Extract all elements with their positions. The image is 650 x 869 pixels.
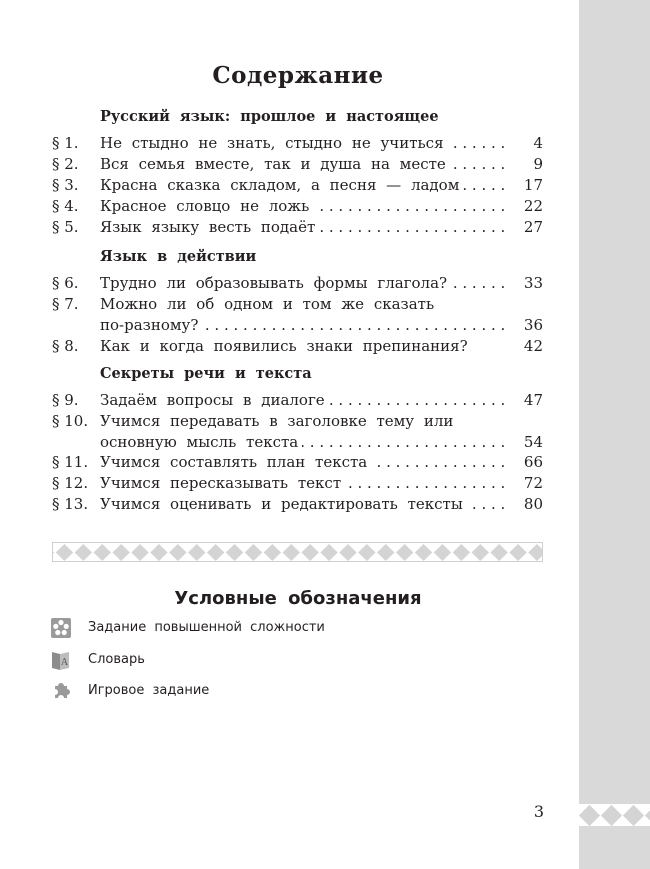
entry-page: 4 (533, 134, 543, 152)
toc-entry-continued[interactable] (52, 315, 543, 336)
entry-page: 33 (523, 274, 543, 292)
entry-title: Можно ли об одном и том же сказать (100, 294, 507, 315)
entry-title: Красна сказка складом, а песня — ладом . . . (100, 175, 507, 196)
entry-page: 54 (523, 433, 543, 451)
entry-title: Вся семья вместе, так и душа на месте . . . (100, 154, 507, 175)
entry-page: 66 (523, 453, 543, 471)
diamond-ornament (623, 804, 644, 825)
entry-page: 42 (523, 337, 543, 355)
entry-title: Как и когда появились знаки препинания? (100, 336, 507, 357)
section-heading: Русский язык: прошлое и настоящее (100, 108, 439, 125)
entry-title: Учимся пересказывать текст . . . (100, 473, 507, 494)
diamond-pattern (53, 543, 543, 562)
legend-label: Задание повышенной сложности (88, 620, 325, 635)
entry-title: Язык языку весть подаёт . . . (100, 217, 507, 238)
entry-page: 36 (523, 316, 543, 334)
entry-title: Учимся оценивать и редактировать тексты . . . (100, 494, 507, 515)
entry-title: Учимся передавать в заголовке тему или (100, 411, 507, 432)
entry-title-continued: основную мысль текста . . . (100, 432, 507, 453)
entry-title: Не стыдно не знать, стыдно не учиться . . . (100, 133, 507, 154)
section-heading: Язык в действии (100, 248, 257, 265)
toc-entry[interactable] (52, 452, 543, 473)
entry-page: 27 (523, 218, 543, 236)
entry-number: § 4. (52, 197, 79, 215)
entry-page: 22 (523, 197, 543, 215)
ornament-divider (52, 542, 543, 562)
diamond-ornament (645, 804, 650, 825)
toc-entry[interactable] (52, 390, 543, 411)
entry-title-continued: по-разному? . . . (100, 315, 507, 336)
entry-page: 9 (533, 155, 543, 173)
diamond-ornament (579, 804, 600, 825)
toc-entry[interactable] (52, 196, 543, 217)
entry-title: Трудно ли образовывать формы глагола? . . . (100, 273, 507, 294)
page-title: Содержание (212, 62, 384, 89)
entry-number: § 7. (52, 295, 79, 313)
entry-number: § 13. (52, 495, 89, 513)
puzzle-game-icon (50, 680, 72, 702)
toc-entry[interactable] (52, 154, 543, 175)
entry-number: § 9. (52, 391, 79, 409)
toc-entry[interactable] (52, 411, 543, 432)
entry-number: § 1. (52, 134, 79, 152)
section-heading: Секреты речи и текста (100, 365, 312, 382)
entry-title: Задаём вопросы в диалоге . . . (100, 390, 507, 411)
toc-entry[interactable] (52, 294, 543, 315)
toc-entry[interactable] (52, 133, 543, 154)
diamond-ornament (601, 804, 622, 825)
entry-number: § 2. (52, 155, 79, 173)
toc-entry[interactable] (52, 494, 543, 515)
side-ornament-band (579, 804, 650, 826)
side-strip (579, 0, 650, 869)
entry-number: § 11. (52, 453, 89, 471)
dictionary-book-icon (50, 649, 72, 671)
entry-number: § 5. (52, 218, 79, 236)
entry-number: § 8. (52, 337, 79, 355)
page-number: 3 (533, 802, 544, 821)
toc-entry-continued[interactable] (52, 432, 543, 453)
legend-label: Словарь (88, 652, 145, 667)
toc-entry[interactable] (52, 217, 543, 238)
entry-number: § 10. (52, 412, 89, 430)
legend-title: Условные обозначения (174, 588, 422, 609)
toc-entry[interactable] (52, 473, 543, 494)
entry-number: § 12. (52, 474, 89, 492)
entry-page: 80 (523, 495, 543, 513)
entry-page: 47 (523, 391, 543, 409)
entry-number: § 3. (52, 176, 79, 194)
entry-page: 17 (523, 176, 543, 194)
entry-title: Красное словцо не ложь . . . (100, 196, 507, 217)
toc-entry[interactable] (52, 336, 543, 357)
svg-text:A: A (60, 657, 69, 668)
entry-title: Учимся составлять план текста . . . (100, 452, 507, 473)
entry-page: 72 (523, 474, 543, 492)
toc-entry[interactable] (52, 175, 543, 196)
advanced-task-icon (50, 617, 72, 639)
toc-entry[interactable] (52, 273, 543, 294)
entry-number: § 6. (52, 274, 79, 292)
legend-label: Игровое задание (88, 683, 210, 698)
